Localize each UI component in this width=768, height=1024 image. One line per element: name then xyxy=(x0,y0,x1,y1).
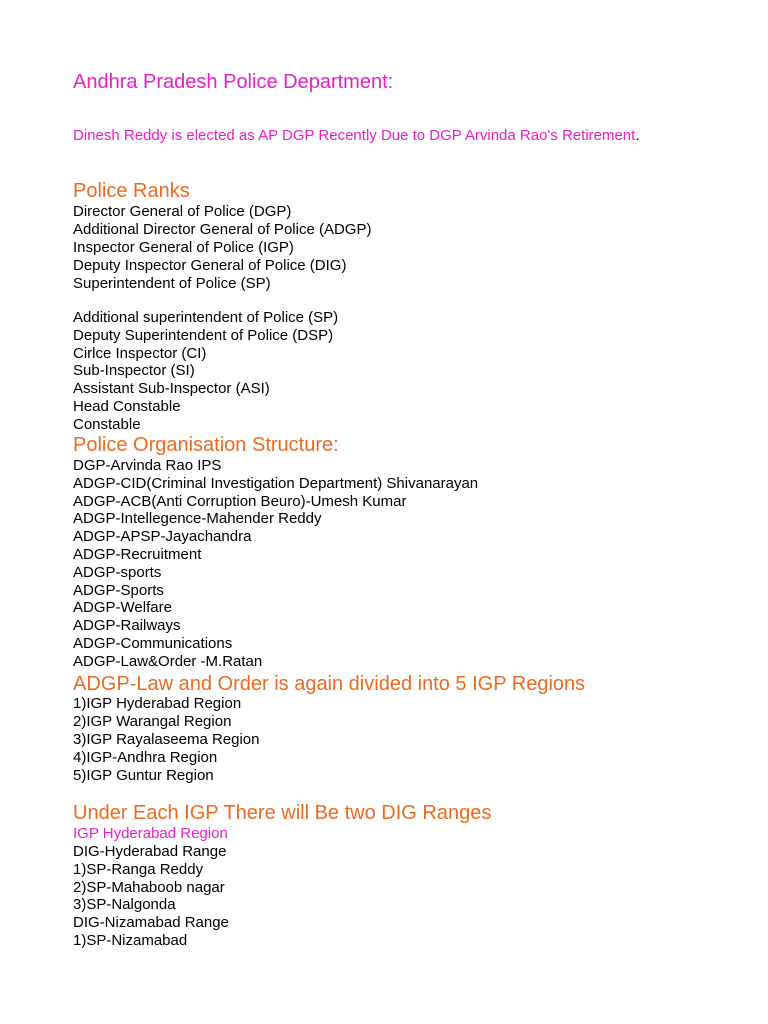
document-title: Andhra Pradesh Police Department: xyxy=(73,71,394,93)
list-item: Constable xyxy=(73,415,141,433)
list-item: Director General of Police (DGP) xyxy=(73,203,292,220)
list-item: ADGP-Sports xyxy=(73,581,164,599)
list-item: 5)IGP Guntur Region xyxy=(73,766,214,784)
intro-period: . xyxy=(635,127,640,144)
list-item: ADGP-Welfare xyxy=(73,599,172,617)
list-item: DGP-Arvinda Rao IPS xyxy=(73,457,222,474)
list-item: ADGP-Intellegence-Mahender Reddy xyxy=(73,510,322,528)
list-item: ADGP-CID(Criminal Investigation Department) Shivanarayan xyxy=(73,474,479,492)
list-item: 1)SP-Nizamabad xyxy=(73,932,188,949)
list-item: Additional Director General of Police (ADGP) xyxy=(73,220,372,238)
list-item: 2)IGP Warangal Region xyxy=(73,712,232,730)
dig-heading: Under Each IGP There will Be two DIG Ranges xyxy=(73,802,492,824)
list-item: ADGP-Law&Order -M.Ratan xyxy=(73,652,263,670)
intro-paragraph xyxy=(73,128,639,143)
list-item: 2)SP-Mahaboob nagar xyxy=(73,878,225,896)
list-item: Additional superintendent of Police (SP) xyxy=(73,309,339,326)
list-item: ADGP-Railways xyxy=(73,617,181,635)
structure-heading: Police Organisation Structure: xyxy=(73,434,339,456)
list-item: DIG-Hyderabad Range xyxy=(73,843,227,860)
list-item: DIG-Nizamabad Range xyxy=(73,914,229,932)
list-item: Deputy Inspector General of Police (DIG) xyxy=(73,256,347,274)
list-item: ADGP-Communications xyxy=(73,635,233,652)
list-item: 3)SP-Nalgonda xyxy=(73,896,176,914)
list-item: Cirlce Inspector (CI) xyxy=(73,344,207,362)
list-item: Superintendent of Police (SP) xyxy=(73,274,271,292)
list-item: ADGP-Recruitment xyxy=(73,546,202,563)
intro-text: Dinesh Reddy is elected as AP DGP Recently Due to DGP Arvinda Rao's Retirement xyxy=(73,127,636,144)
list-item: 3)IGP Rayalaseema Region xyxy=(73,730,260,748)
regions-heading: ADGP-Law and Order is again divided into 5 IGP Regions xyxy=(73,673,586,695)
list-item: Sub-Inspector (SI) xyxy=(73,362,195,380)
list-item: Assistant Sub-Inspector (ASI) xyxy=(73,380,270,398)
dig-subheading: IGP Hyderabad Region xyxy=(73,825,228,842)
list-item: 1)SP-Ranga Reddy xyxy=(73,860,204,878)
list-item: 4)IGP-Andhra Region xyxy=(73,748,218,766)
ranks-heading: Police Ranks xyxy=(73,180,190,202)
list-item: Deputy Superintendent of Police (DSP) xyxy=(73,326,334,344)
list-item: ADGP-ACB(Anti Corruption Beuro)-Umesh Kumar xyxy=(73,492,407,510)
list-item: ADGP-sports xyxy=(73,563,162,581)
list-item: ADGP-APSP-Jayachandra xyxy=(73,528,252,546)
list-item: Head Constable xyxy=(73,398,181,415)
list-item: 1)IGP Hyderabad Region xyxy=(73,695,242,712)
list-item: Inspector General of Police (IGP) xyxy=(73,238,294,256)
